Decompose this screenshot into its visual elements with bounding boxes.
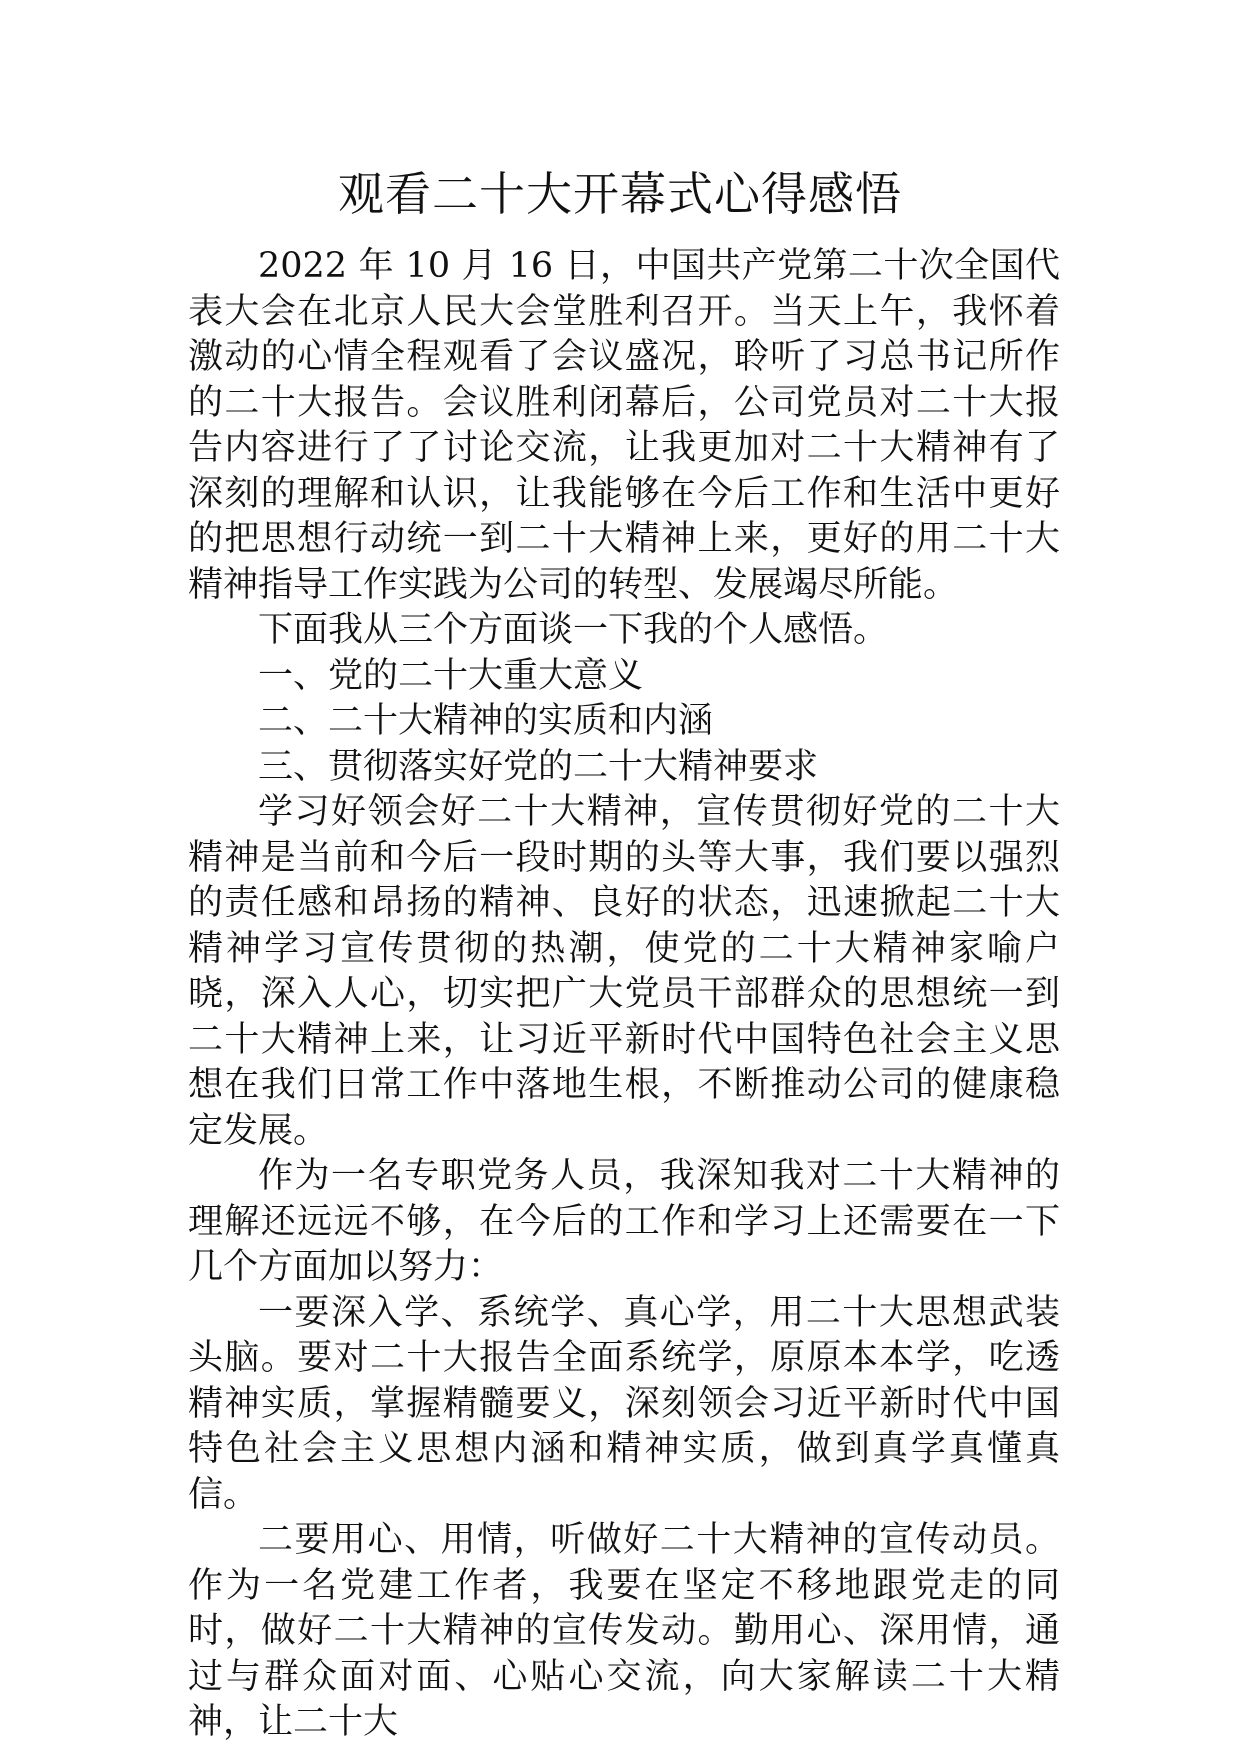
outline-item-2: 二、二十大精神的实质和内涵: [258, 701, 714, 741]
paragraph-study: 学习好领会好二十大精神，宣传贯彻好党的二十大精神是当前和今后一段时期的头等大事，我们要以强烈的责任感和昂扬的精神、良好的状态，迅速掀起二十大精神学习宣传贯彻的热潮，使党的二十大精神家喻户晓，深入人心，切实把广大党员干部群众的思想统一到二十大精神上来，让习近平新时代中国特色社会主义思想在我们日常工作中落地生根，不断推动公司的健康稳定发展。: [188, 792, 1060, 1151]
paragraph-point-2: 二要用心、用情，听做好二十大精神的宣传动员。作为一名党建工作者，我要在坚定不移地跟党走的同时，做好二十大精神的宣传发动。勤用心、深用情，通过与群众面对面、心贴心交流，向大家解读二十大精神，让二十大: [188, 1520, 1060, 1742]
document-title: 观看二十大开幕式心得感悟: [338, 167, 902, 221]
outline-item-3: 三、贯彻落实好党的二十大精神要求: [258, 746, 819, 787]
paragraph-outline-lead: 下面我从三个方面谈一下我的个人感悟。: [258, 610, 889, 650]
paragraph-intro: 2022 年 10 月 16 日，中国共产党第二十次全国代表大会在北京人民大会堂胜利召开。当天上午，我怀着激动的心情全程观看了会议盛况，聆听了习总书记所作的二十大报告。会议胜利闭幕后，公司党员对二十大报告内容进行了了讨论交流，让我更加对二十大精神有了深刻的理解和认识，让我能够在今后工作和生活中更好的把思想行动统一到二十大精神上来，更好的用二十大精神指导工作实践为公司的转型、发展竭尽所能。: [188, 246, 1060, 605]
outline-item-1: 一、党的二十大重大意义: [258, 655, 644, 696]
paragraph-point-1: 一要深入学、系统学、真心学，用二十大思想武装头脑。要对二十大报告全面系统学，原原本本学，吃透精神实质，掌握精髓要义，深刻领会习近平新时代中国特色社会主义思想内涵和精神实质，做到真学真懂真信。: [188, 1292, 1060, 1515]
document-body: [188, 244, 1060, 1746]
paragraph-effort: 作为一名专职党务人员，我深知我对二十大精神的理解还远远不够，在今后的工作和学习上还需要在一下几个方面加以努力：: [188, 1156, 1060, 1287]
